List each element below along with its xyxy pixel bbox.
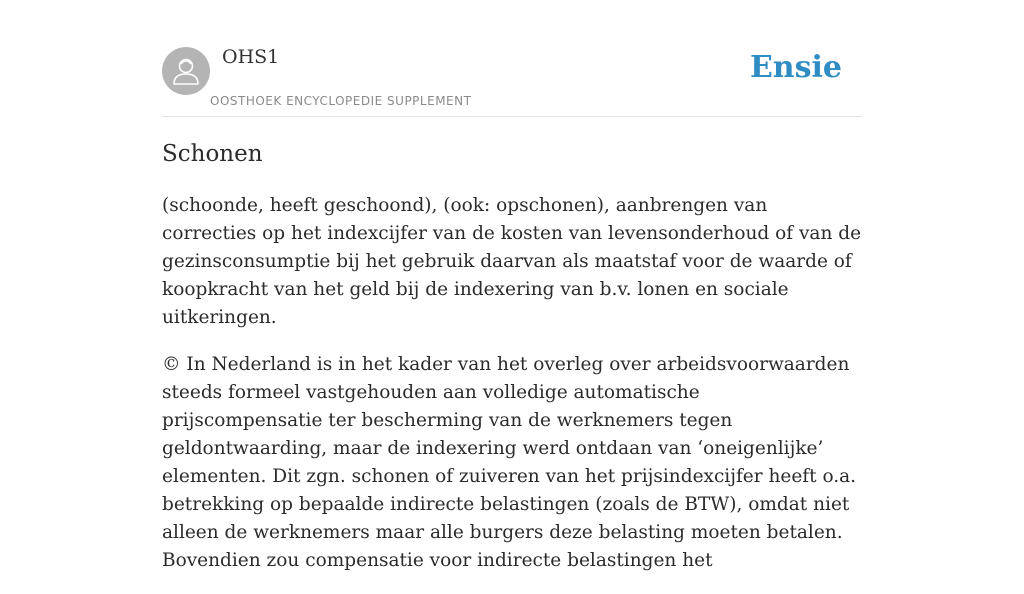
source-title[interactable]: OHS1 — [222, 46, 280, 68]
article-paragraph: © In Nederland is in het kader van het overleg over arbeidsvoorwaarden steeds formeel vastgehouden aan volledige automatische prijscompensatie ter bescherming van de werknemers tegen geldontwaarding, maar de indexering werd ontdaan van ‘oneigenlijke’ elementen. Dit zgn. schonen of zuiveren van het prijsindexcijfer heeft o.a. betrekking op bepaalde indirecte belastingen (zoals de BTW), omdat niet alleen de werknemers maar alle burgers deze belasting moeten betalen. Bovendien zou compensatie voor indirecte belastingen het — [162, 354, 857, 571]
page-header — [162, 0, 862, 117]
article-body — [162, 192, 862, 575]
user-icon[interactable] — [162, 47, 210, 95]
brand-logo[interactable]: Ensie — [749, 50, 842, 85]
article — [162, 138, 862, 594]
source-subtitle[interactable]: OOSTHOEK ENCYCLOPEDIE SUPPLEMENT — [210, 94, 472, 108]
article-paragraph: (schoonde, heeft geschoond), (ook: opschonen), aanbrengen van correcties op het indexcijfer van de kosten van levensonderhoud of van de gezinsconsumptie bij het gebruik daarvan als maatstaf voor de waarde of koopkracht van het geld bij de indexering van b.v. lonen en sociale uitkeringen. — [162, 195, 862, 328]
article-title: Schonen — [162, 141, 263, 167]
